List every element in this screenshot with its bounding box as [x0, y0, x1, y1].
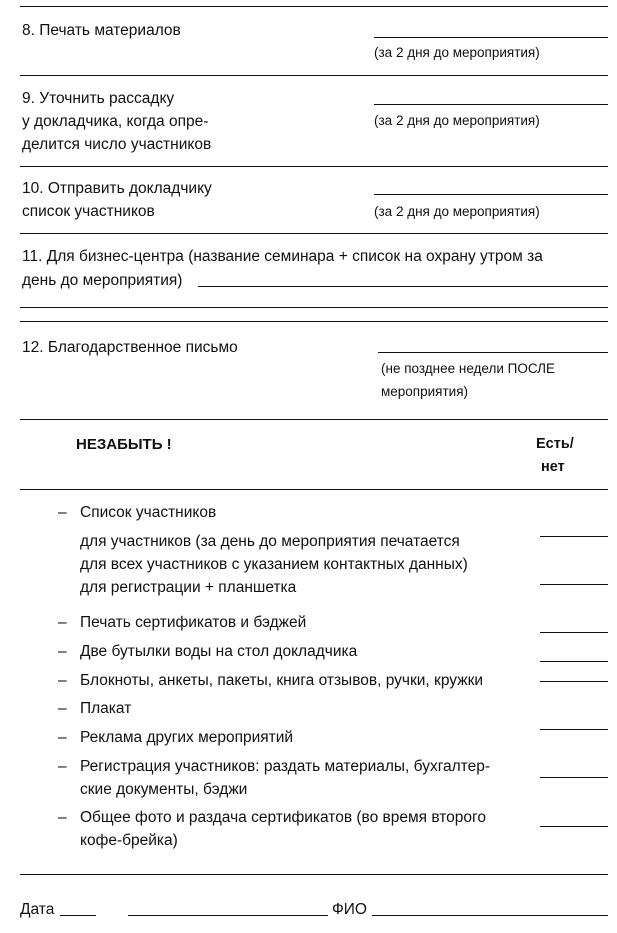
divider [20, 874, 608, 875]
item-10-line-2: список участников [22, 203, 155, 220]
checklist-entry-6: Реклама других мероприятий [80, 729, 294, 746]
item-9-blank[interactable] [374, 104, 608, 105]
date-field[interactable] [60, 915, 96, 916]
checklist-entry-1: Список участников [80, 504, 217, 521]
item-9-line-3: делится число участников [22, 136, 212, 153]
checklist-entry-7-cont: ские документы, бэджи [80, 781, 248, 798]
signature-field[interactable] [128, 915, 328, 916]
bullet-dash: – [58, 758, 67, 775]
divider [20, 419, 608, 420]
item-12-deadline-line-2: мероприятия) [381, 384, 469, 399]
name-field[interactable] [372, 915, 608, 916]
bullet-dash: – [58, 729, 67, 746]
checklist-entry-7: Регистрация участников: раздать материалы, бухгалтер- [80, 758, 491, 775]
item-8-label: 8. Печать материалов [22, 22, 181, 39]
check-blank[interactable] [540, 826, 608, 827]
item-10-blank[interactable] [374, 194, 608, 195]
item-9-deadline: (за 2 дня до мероприятия) [374, 113, 540, 128]
divider [20, 166, 608, 167]
check-blank[interactable] [540, 777, 608, 778]
check-blank[interactable] [540, 584, 608, 585]
checklist-title: НЕЗАБЫТЬ ! [76, 436, 172, 453]
top-rule [20, 6, 608, 7]
divider [20, 75, 608, 76]
check-blank[interactable] [540, 536, 608, 537]
date-label: Дата [20, 901, 55, 918]
divider [20, 233, 608, 234]
bullet-dash: – [58, 643, 67, 660]
item-8-deadline: (за 2 дня до мероприятия) [374, 45, 540, 60]
check-blank[interactable] [540, 681, 608, 682]
check-blank[interactable] [540, 632, 608, 633]
item-9-line-2: у докладчика, когда опре- [22, 113, 209, 130]
item-11-line-2: день до мероприятия) [22, 272, 183, 289]
col-header-line-2: нет [541, 459, 565, 475]
bullet-dash: – [58, 672, 67, 689]
checklist-entry-1-sub-1: для участников (за день до мероприятия печатается [80, 533, 460, 550]
bullet-dash: – [58, 614, 67, 631]
item-12-blank[interactable] [378, 352, 608, 353]
name-label: ФИО [332, 901, 367, 918]
checklist-entry-1-sub-2: для всех участников с указанием контактных данных) [80, 556, 468, 573]
bullet-dash: – [58, 700, 67, 717]
item-12-label: 12. Благодарственное письмо [22, 339, 238, 356]
item-11-blank[interactable] [198, 286, 608, 287]
checklist-entry-5: Плакат [80, 700, 132, 717]
checklist-entry-1-sub-3: для регистрации + планшетка [80, 579, 297, 596]
item-12-deadline-line-1: (не позднее недели ПОСЛЕ [381, 361, 556, 376]
checklist-entry-8-cont: кофе-брейка) [80, 832, 178, 849]
bullet-dash: – [58, 504, 67, 521]
check-blank[interactable] [540, 729, 608, 730]
divider [20, 489, 608, 490]
divider [20, 321, 608, 322]
item-8-blank[interactable] [374, 37, 608, 38]
check-blank[interactable] [540, 661, 608, 662]
checklist-entry-4: Блокноты, анкеты, пакеты, книга отзывов, ручки, кружки [80, 672, 484, 689]
checklist-entry-2: Печать сертификатов и бэджей [80, 614, 307, 631]
col-header-line-1: Есть/ [536, 436, 574, 452]
checklist-entry-3: Две бутылки воды на стол докладчика [80, 643, 358, 660]
bullet-dash: – [58, 809, 67, 826]
item-9-line-1: 9. Уточнить рассадку [22, 90, 175, 107]
item-11-blank-extra[interactable] [20, 307, 608, 308]
item-10-deadline: (за 2 дня до мероприятия) [374, 204, 540, 219]
item-11-line-1: 11. Для бизнес-центра (название семинара + список на охрану утром за [22, 248, 543, 265]
item-10-line-1: 10. Отправить докладчику [22, 180, 212, 197]
checklist-entry-8: Общее фото и раздача сертификатов (во время второго [80, 809, 486, 826]
